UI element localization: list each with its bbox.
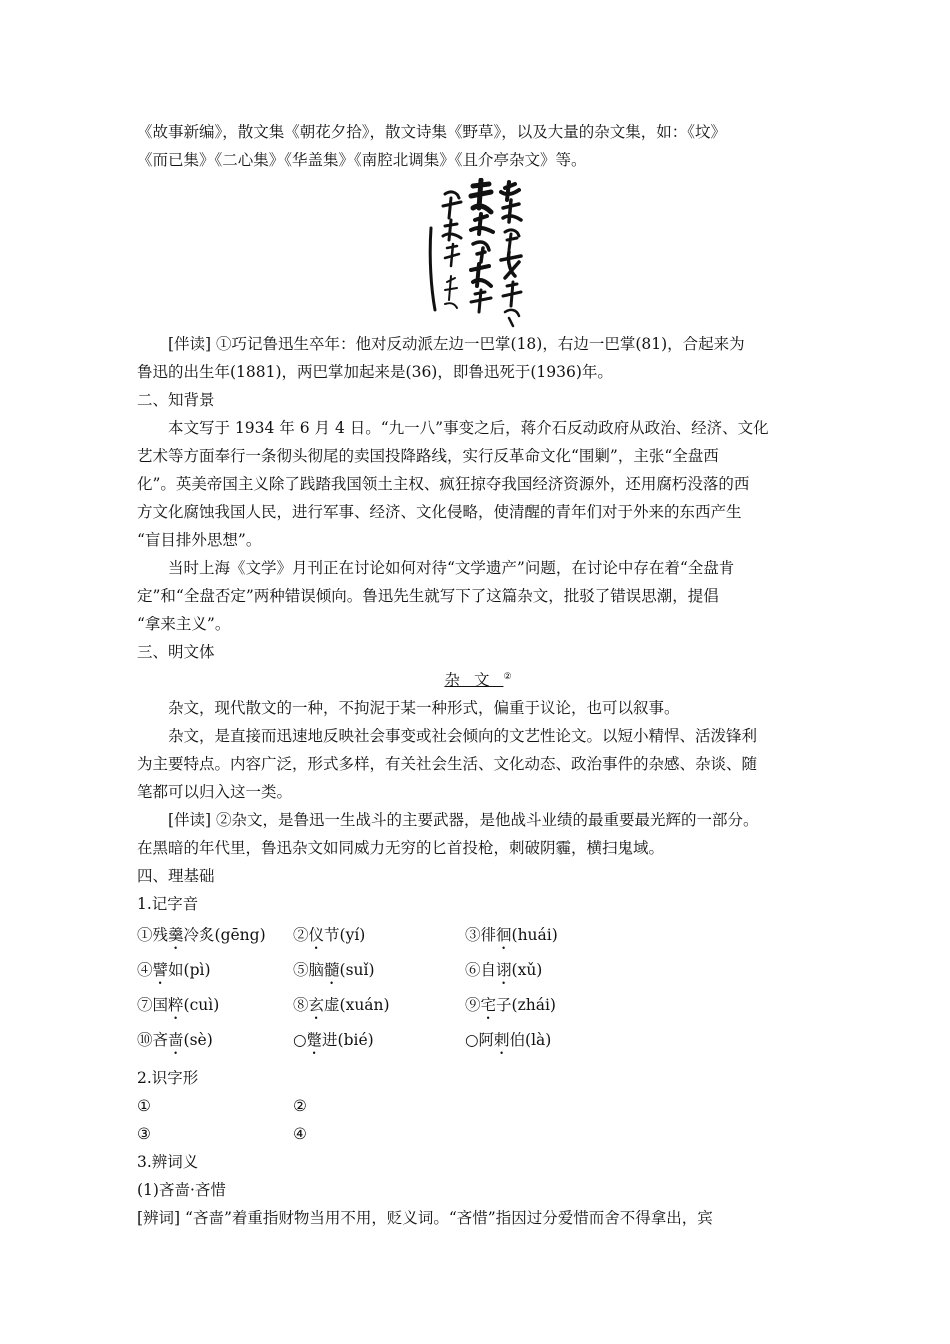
pinyin-row (137, 988, 819, 1023)
section2-para1-line-2: 艺术等方面奉行一条彻头彻尾的卖国投降路线，实行反革命文化“围剿”，主张“全盘西 (137, 447, 719, 465)
section2-para2-line-3: “拿来主义”。 (137, 615, 231, 633)
calligraphy-svg (423, 178, 533, 328)
pinyin-row (137, 918, 819, 953)
pinyin-item: ④譬如(pì) (137, 961, 211, 979)
calligraphy-image (137, 178, 819, 328)
glyph-item: ① (137, 1097, 151, 1115)
glyph-item: ④ (293, 1125, 307, 1143)
section2-para1-line-4: 方文化腐蚀我国人民，进行军事、经济、文化侵略，使清醒的青年们对于外来的东西产生 (137, 503, 742, 521)
title-footnote-mark: ② (503, 671, 512, 682)
pinyin-item: ○蹩进(bié) (293, 1031, 374, 1049)
pinyin-item: ①残羹冷炙(gēng) (137, 926, 266, 944)
glyph-row (137, 1120, 819, 1148)
pinyin-table (137, 918, 819, 1058)
word-pair-item: (1)吝啬·吝惜 (137, 1181, 226, 1199)
pinyin-item: ③徘徊(huái) (465, 926, 558, 944)
pinyin-item: ⑦国粹(cuì) (137, 996, 220, 1014)
pinyin-item: ⑤脑髓(suǐ) (293, 961, 375, 979)
section3-para2-line-3: 笔都可以归入这一类。 (137, 783, 293, 801)
intro-line-2: 《而已集》《二心集》《华盖集》《南腔北调集》《且介亭杂文》等。 (137, 151, 587, 169)
section2-para2-line-2: 定”和“全盘否定”两种错误倾向。鲁迅先生就写下了这篇杂文，批驳了错误思潮，提倡 (137, 587, 719, 605)
sub-heading-meaning: 3.辨词义 (137, 1153, 199, 1171)
pinyin-item: ⑩吝啬(sè) (137, 1031, 213, 1049)
note2-line-2: 在黑暗的年代里，鲁迅杂文如同威力无穷的匕首投枪，刺破阴霾，横扫鬼域。 (137, 839, 665, 857)
section2-para1-line-5: “盲目排外思想”。 (137, 531, 262, 549)
glyph-row (137, 1092, 819, 1120)
sub-heading-glyph: 2.识字形 (137, 1069, 199, 1087)
sub-heading-pronunciation: 1.记字音 (137, 895, 199, 913)
note2-line-1: [伴读] ②杂文，是鲁迅一生战斗的主要武器，是他战斗业绩的最重要最光辉的一部分。 (168, 811, 759, 829)
zawen-title: 杂文 (444, 671, 504, 689)
note1-line-2: 鲁迅的出生年(1881)，两巴掌加起来是(36)，即鲁迅死于(1936)年。 (137, 363, 613, 381)
glyph-item: ③ (137, 1125, 151, 1143)
section3-para2-line-1: 杂文，是直接而迅速地反映社会事变或社会倾向的文艺性论文。以短小精悍、活泼锋利 (168, 727, 758, 745)
pinyin-item: ②仪节(yí) (293, 926, 366, 944)
section2-para1-line-1: 本文写于 1934 年 6 月 4 日。“九一八”事变之后，蒋介石反动政府从政治、经济、文化 (168, 419, 769, 437)
section2-para2-line-1: 当时上海《文学》月刊正在讨论如何对待“文学遗产”问题，在讨论中存在着“全盘肯 (168, 559, 735, 577)
section3-para2-line-2: 为主要特点。内容广泛，形式多样，有关社会生活、文化动态、政治事件的杂感、杂谈、随 (137, 755, 758, 773)
section3-heading: 三、明文体 (137, 643, 215, 661)
glyph-item: ② (293, 1097, 307, 1115)
pinyin-item: ⑨宅子(zhái) (465, 996, 556, 1014)
note1-line-1: [伴读] ①巧记鲁迅生卒年：他对反动派左边一巴掌(18)，右边一巴掌(81)，合起来为 (168, 335, 745, 353)
pinyin-row (137, 953, 819, 988)
pinyin-item: ⑧玄虚(xuán) (293, 996, 390, 1014)
section2-para1-line-3: 化”。英美帝国主义除了践踏我国领土主权、疯狂掠夺我国经济资源外，还用腐朽没落的西 (137, 475, 750, 493)
bianci-line: [辨词] “吝啬”着重指财物当用不用，贬义词。“吝惜”指因过分爱惜而舍不得拿出，宾 (137, 1209, 713, 1227)
pinyin-row (137, 1023, 819, 1058)
section4-heading: 四、理基础 (137, 867, 215, 885)
pinyin-item: ○阿剌伯(là) (465, 1031, 552, 1049)
section2-heading: 二、知背景 (137, 391, 215, 409)
section3-title (137, 666, 819, 694)
section3-para1: 杂文，现代散文的一种，不拘泥于某一种形式，偏重于议论，也可以叙事。 (168, 699, 680, 717)
document-page (137, 118, 819, 1232)
pinyin-item: ⑥自诩(xǔ) (465, 961, 543, 979)
intro-line-1: 《故事新编》，散文集《朝花夕拾》，散文诗集《野草》，以及大量的杂文集，如：《坟》 (137, 123, 727, 141)
